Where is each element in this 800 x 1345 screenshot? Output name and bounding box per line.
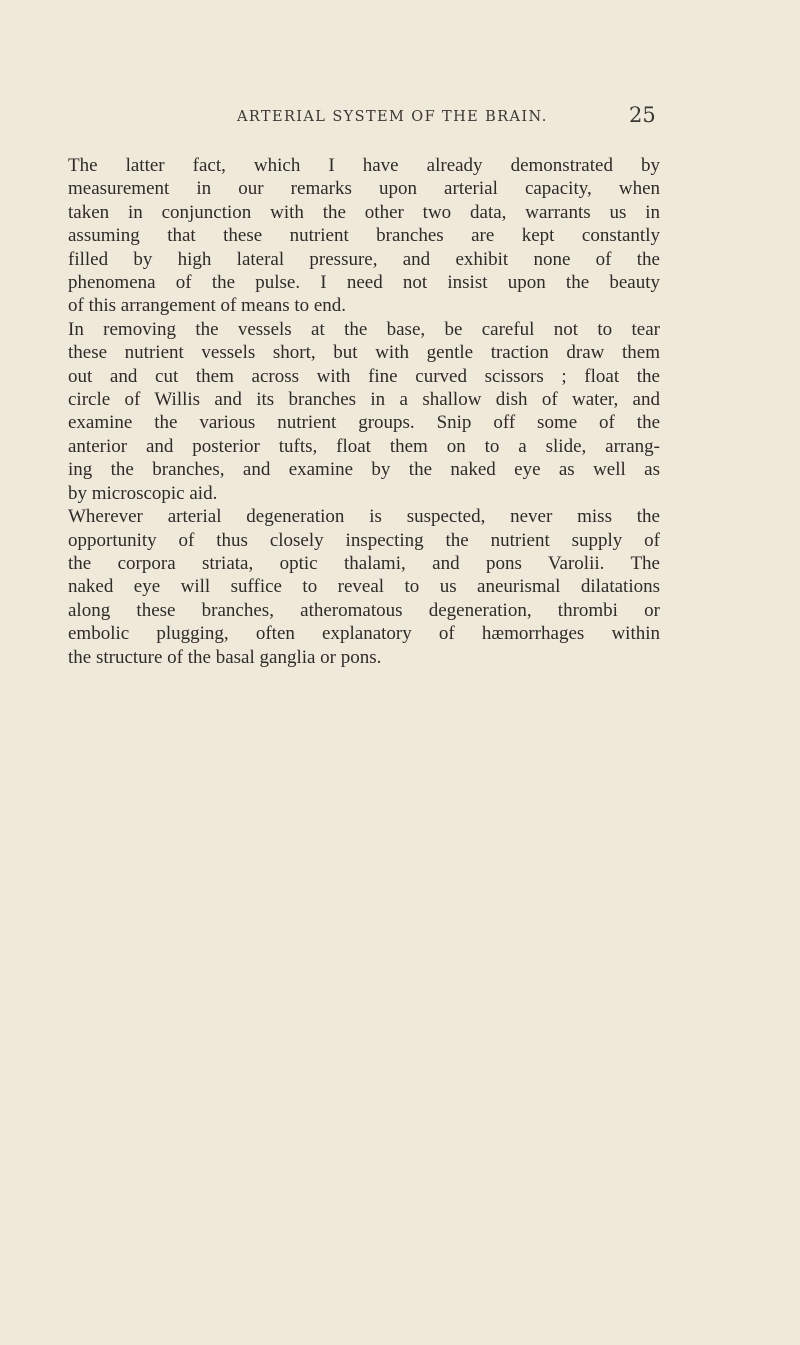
text-line: Wherever arterial degeneration is suspected, never miss the xyxy=(68,506,660,528)
text-line: examine the various nutrient groups. Snip off some of the xyxy=(68,412,660,434)
text-line: anterior and posterior tufts, float them on to a slide, arrang- xyxy=(68,435,660,457)
text-line: the structure of the basal ganglia or pons. xyxy=(68,646,382,668)
text-line: assuming that these nutrient branches are kept constantly xyxy=(68,225,660,247)
text-line: In removing the vessels at the base, be careful not to tear xyxy=(68,318,660,340)
text-line: filled by high lateral pressure, and exhibit none of the xyxy=(68,248,660,270)
running-title: ARTERIAL SYSTEM OF THE BRAIN. xyxy=(237,109,548,125)
text-line: these nutrient vessels short, but with gentle traction draw them xyxy=(68,342,660,364)
text-line: by microscopic aid. xyxy=(68,482,218,504)
text-line: along these branches, atheromatous degeneration, thrombi or xyxy=(68,599,660,621)
page-number: 25 xyxy=(629,103,656,127)
paragraph-1 xyxy=(68,154,660,318)
text-line: measurement in our remarks upon arterial capacity, when xyxy=(68,178,660,200)
text-line: ing the branches, and examine by the naked eye as well as xyxy=(68,459,660,481)
text-line: circle of Willis and its branches in a shallow dish of water, and xyxy=(68,389,660,411)
text-line: out and cut them across with fine curved scissors ; float the xyxy=(68,365,660,387)
running-head xyxy=(0,103,800,133)
text-line: phenomena of the pulse. I need not insist upon the beauty xyxy=(68,272,660,294)
body-text xyxy=(68,154,660,669)
text-line: opportunity of thus closely inspecting the nutrient supply of xyxy=(68,529,660,551)
text-line: embolic plugging, often explanatory of hæmorrhages within xyxy=(68,623,660,645)
text-line: the corpora striata, optic thalami, and pons Varolii. The xyxy=(68,552,660,574)
text-line: taken in conjunction with the other two data, warrants us in xyxy=(68,201,660,223)
text-line: of this arrangement of means to end. xyxy=(68,295,347,317)
paragraph-2 xyxy=(68,318,660,505)
paragraph-3 xyxy=(68,505,660,669)
text-line: naked eye will suffice to reveal to us aneurismal dilatations xyxy=(68,576,660,598)
text-line: The latter fact, which I have already demonstrated by xyxy=(68,155,660,176)
